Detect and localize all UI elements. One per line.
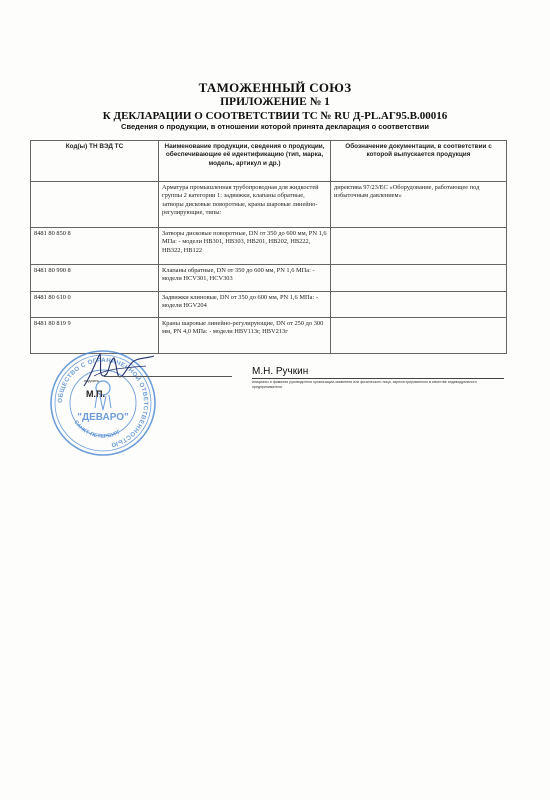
cell-product: Арматура промышленная трубопроводная для жидкостей группы 2 категории 1: задвижки, клапаны обратные, затворы дисковые поворотные, краны шаровые линейно-регулирующие, типы: (159, 182, 331, 228)
cell-product: Задвижки клиновые, DN от 350 до 600 мм, PN 1,6 МПа: - модели HGV204 (159, 292, 331, 318)
declaration-title: К ДЕКЛАРАЦИИ О СООТВЕТСТВИИ ТС № RU Д-PL.АГ95.В.00016 (102, 110, 448, 122)
cell-documentation (331, 265, 507, 292)
stamp-city: САНКТ-ПЕТЕРБУРГ (72, 419, 122, 440)
cell-product: Затворы дисковые поворотные, DN от 350 до 600 мм, PN 1,6 МПа: - модели HB301, HB303, HB201, HB202, HB222, HB322, HB122 (159, 228, 331, 265)
table-row (31, 182, 507, 228)
signatory-caption: инициалы и фамилия руководителя организации-заявителя или физического лица, зарегистрированного в качестве индивидуального предпринимателя (252, 380, 477, 389)
table-row (31, 265, 507, 292)
table-row (31, 292, 507, 318)
cell-code (31, 182, 159, 228)
stamp-ring-text: ОБЩЕСТВО С ОГРАНИЧЕННОЙ ОТВЕТСТВЕННОСТЬЮ (56, 356, 150, 449)
cell-documentation (331, 318, 507, 354)
column-header-documentation: Обозначение документации, в соответствии с которой выпускается продукция (331, 141, 507, 182)
signatory-name: М.Н. Ручкин (252, 366, 309, 377)
handwritten-signature (78, 346, 158, 392)
column-header-code: Код(ы) ТН ВЭД ТС (31, 141, 159, 182)
products-table (30, 140, 507, 354)
cell-code: 8481 80 819 9 (31, 318, 159, 354)
column-header-product: Наименование продукции, сведения о продукции, обеспечивающие её идентификацию (тип, марка, модель, артикул и др.) (159, 141, 331, 182)
document-subtitle: Сведения о продукции, в отношении которой принята декларация о соответствии (121, 122, 429, 131)
signature-label: подпись (84, 378, 100, 383)
table-header-row (31, 141, 507, 182)
union-title: ТАМОЖЕННЫЙ СОЮЗ (198, 80, 352, 95)
cell-documentation (331, 228, 507, 265)
seal-place-label: М.П. (86, 389, 105, 399)
appendix-title: ПРИЛОЖЕНИЕ № 1 (220, 96, 330, 108)
cell-product: Клапаны обратные, DN от 350 до 600 мм, PN 1,6 МПа: - модели HCV301, HCV303 (159, 265, 331, 292)
stamp-company-name: "ДЕВАРО" (77, 412, 129, 423)
signatory-underline (252, 378, 504, 379)
cell-code: 8481 80 850 8 (31, 228, 159, 265)
signature-line (104, 376, 232, 377)
cell-documentation: директива 97/23/ЕС «Оборудование, работающее под избыточным давлением» (331, 182, 507, 228)
cell-product: Краны шаровые линейно-регулирующие, DN от 250 до 300 мм, PN 4,0 МПа: - модели HBV113г, HBV213г (159, 318, 331, 354)
cell-documentation (331, 292, 507, 318)
cell-code: 8481 80 990 8 (31, 265, 159, 292)
table-row (31, 228, 507, 265)
cell-code: 8481 80 610 0 (31, 292, 159, 318)
